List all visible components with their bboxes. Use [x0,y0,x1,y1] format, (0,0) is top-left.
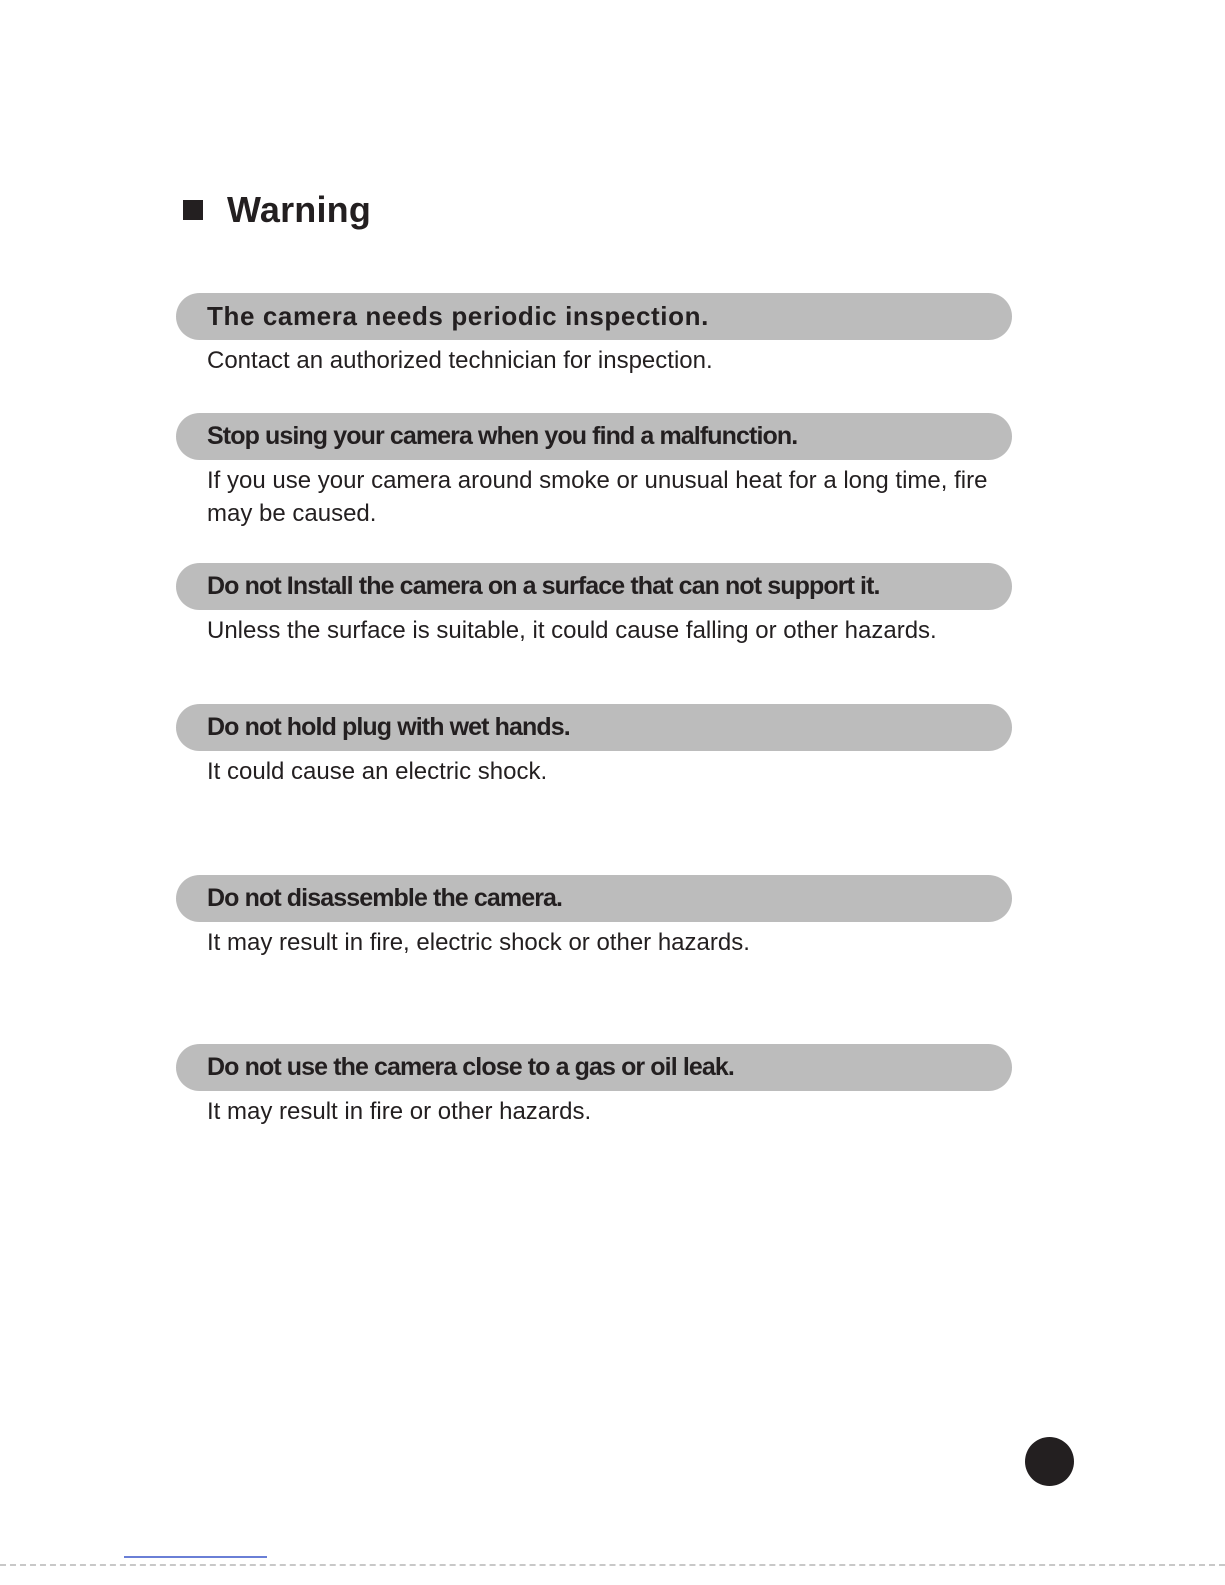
warning-title: Stop using your camera when you find a malfunction. [176,413,1012,460]
warning-title: Do not disassemble the camera. [176,875,1012,922]
warning-item [176,1044,1012,1128]
footer-divider [0,1564,1225,1566]
warning-description: It may result in fire, electric shock or other hazards. [207,929,750,956]
black-square-icon [183,200,203,220]
page-title: Warning [227,189,372,230]
warning-item [176,704,1012,788]
footer-mark [124,1556,267,1558]
warning-item [176,563,1012,647]
warning-item [176,293,1012,377]
warning-description: It could cause an electric shock. [207,758,548,785]
warning-description: If you use your camera around smoke or unusual heat for a long time, fire may be caused. [207,467,988,527]
section-heading [183,186,371,234]
warning-description: Unless the surface is suitable, it could cause falling or other hazards. [207,617,937,644]
warning-description: Contact an authorized technician for inspection. [207,347,713,374]
warning-title: Do not hold plug with wet hands. [176,704,1012,751]
warning-description: It may result in fire or other hazards. [207,1098,592,1125]
warning-title: Do not use the camera close to a gas or oil leak. [176,1044,1012,1091]
warning-item [176,413,1012,530]
warning-item [176,875,1012,959]
warning-title: Do not Install the camera on a surface that can not support it. [176,563,1012,610]
warning-title: The camera needs periodic inspection. [176,293,1012,340]
page-marker-dot [1025,1437,1074,1486]
